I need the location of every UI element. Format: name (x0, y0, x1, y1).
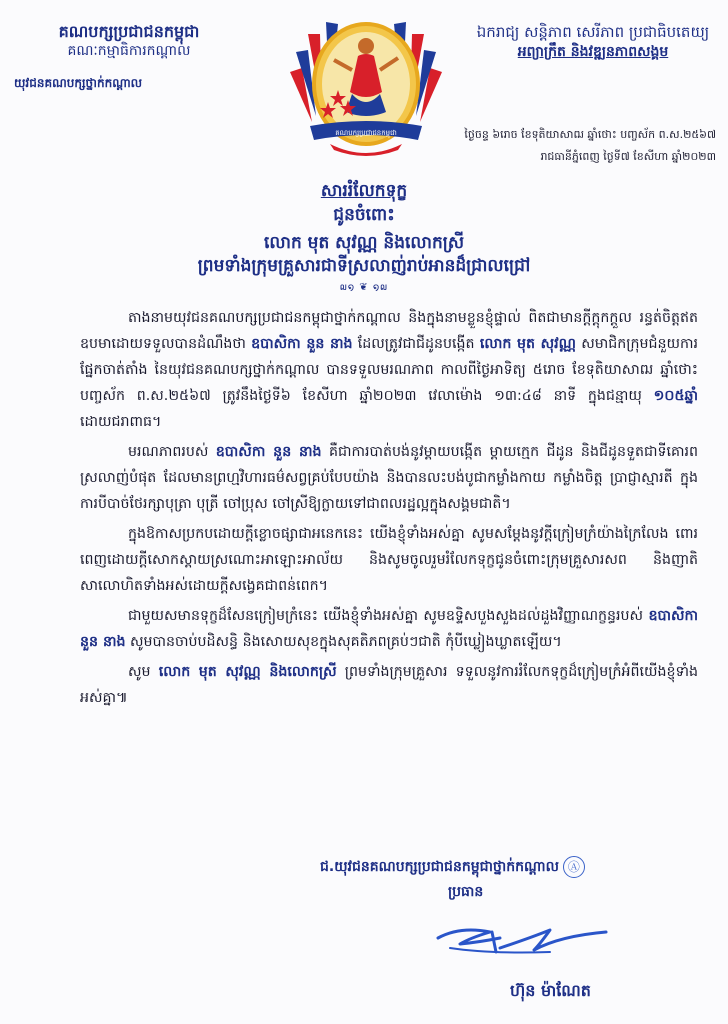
handwritten-signature (430, 908, 610, 968)
addressed-to: ជូនចំពោះ (333, 205, 395, 225)
solar-date: រាជធានីភ្នំពេញ ថ្ងៃទី៧ ខែសីហា ឆ្នាំ២០២៣ (540, 150, 716, 163)
seal-icon: Ⓐ (563, 856, 585, 878)
letter-body (80, 305, 698, 715)
national-motto: ឯករាជ្យ សន្តិភាព សេរីភាព ប្រជាធិបតេយ្យ (476, 23, 710, 41)
ornament-divider: ໙໑ ❦ ໑໙ (339, 282, 389, 293)
party-emblem (282, 12, 450, 162)
youth-wing: យុវជនគណបក្សថ្នាក់កណ្តាល (14, 76, 143, 90)
deceased-name: ឧបាសិកា នួន នាង (251, 336, 353, 352)
deceased-age: ១០៥ឆ្នាំ (653, 388, 699, 404)
emblem-banner-text: គណបក្សប្រជាជនកម្ពុជា (335, 129, 397, 137)
letter-heading: សាររំលែកទុក្ខ (320, 181, 408, 201)
recipient-names: លោក មុត សុវណ្ណ និងលោកស្រី (158, 664, 337, 680)
recipient-name: លោក មុត សុវណ្ណ (479, 336, 576, 352)
signing-organization: ជ.យុវជនគណបក្សប្រជាជនកម្ពុជាថ្នាក់កណ្តាល Ⓐ (320, 856, 585, 878)
signer-name: ហ៊ុន ម៉ាណែត (510, 981, 591, 1000)
central-committee: គណៈកម្មាធិការកណ្តាល (67, 43, 191, 59)
paragraph-4: ជាមួយសមានទុក្ខដ៏សែនក្រៀមក្រំនេះ យើងខ្ញុំទាំងអស់គ្នា សូមឧទ្ទិសបួងសួងដល់ដួងវិញ្ញាណក្ខន្ធរបស់ ឧបាសិកា នួន នាង សូមបានចាប់បដិសន្ធិ និងសោយសុខក្នុងសុគតិភពគ្រប់ៗជាតិ កុំបីឃ្លៀងឃ្លាតឡើយ។ (80, 608, 698, 650)
party-name: គណបក្សប្រជាជនកម្ពុជា (58, 22, 200, 41)
signer-role: ប្រធាន (448, 884, 484, 900)
motto-subline: អព្យាក្រឹត និងវឌ្ឍនភាពសង្គម (517, 44, 669, 60)
paragraph-3: ក្នុងឱកាសប្រកបដោយក្តីខ្លោចផ្សាជាអនេកនេះ យើងខ្ញុំទាំងអស់គ្នា សូមសម្តែងនូវក្តីក្រៀមក្រំយ៉ាងក្រៃលែង ពោរពេញដោយក្តីសោកស្តាយស្រណោះអាឡោះអាល័យ និងសូមចូលរួមរំលែកទុក្ខជូនចំពោះក្រុមគ្រួសារសព និងញាតិសាលោហិតទាំងអស់ដោយក្តីសង្វេគជាពន់ពេក។ (80, 526, 698, 594)
header-left (14, 22, 244, 92)
deceased-name: ឧបាសិកា នួន នាង (215, 444, 322, 460)
paragraph-2: មរណភាពរបស់ ឧបាសិកា នួន នាង គឺជាការបាត់បង់នូវម្តាយបង្កើត ម្តាយក្មេក ជីដូន និងជីដូនទួតជាទីគោរពស្រលាញ់បំផុត ដែលមានព្រហ្មវិហារធម៌សព្វគ្រប់បែបយ៉ាង និងបានលះបង់បូជាកម្លាំងកាយ កម្លាំងចិត្ត ប្រាជ្ញាស្មារតី ក្នុងការបីបាច់ថែរក្សាបុត្រា បុត្រី ចៅប្រុស ចៅស្រីឱ្យក្លាយទៅជាពលរដ្ឋល្អក្នុងសង្គមជាតិ។ (80, 444, 699, 512)
recipient-family: ព្រមទាំងក្រុមគ្រួសារជាទីស្រលាញ់រាប់អានដ៏ជ្រាលជ្រៅ (197, 256, 531, 276)
paragraph-1: តាងនាមយុវជនគណបក្សប្រជាជនកម្ពុជាថ្នាក់កណ្តាល និងក្នុងនាមខ្លួនខ្ញុំផ្ទាល់ ពិតជាមានក្តីក្តុកក្តួល រន្ធត់ចិត្តឥតឧបមាដោយទទួលបានដំណឹងថា ឧបាសិកា នួន នាង ដែលត្រូវជាជីដូនបង្កើត លោក មុត សុវណ្ណ សមាជិកក្រុមជំនួយការផ្នែកចាត់តាំង នៃយុវជនគណបក្សថ្នាក់កណ្តាល បានទទួលមរណភាព កាលពីថ្ងៃអាទិត្យ ៥រោច ខែទុតិយាសាឍ ឆ្នាំថោះ បញ្ចស័ក ព.ស.២៥៦៧ ត្រូវនឹងថ្ងៃទី៦ ខែសីហា ឆ្នាំ២០២៣ វេលាម៉ោង ១៣:៤៨ នាទី ក្នុងជន្មាយុ ១០៥ឆ្នាំ ដោយជរាពាធ។ (80, 310, 699, 430)
lunar-date: ថ្ងៃចន្ទ ៦រោច ខែទុតិយាសាឍ ឆ្នាំថោះ បញ្ចស័ក ព.ស.២៥៦៧ (464, 128, 716, 141)
paragraph-5: សូម លោក មុត សុវណ្ណ និងលោកស្រី ព្រមទាំងក្រុមគ្រួសារ ទទួលនូវការរំលែកទុក្ខដ៏ក្រៀមក្រំអំពីយើងខ្ញុំទាំងអស់គ្នា៕ (80, 664, 699, 706)
header-right (468, 22, 718, 62)
recipient-names: លោក មុត សុវណ្ណ និងលោកស្រី (263, 233, 465, 253)
deceased-name: ឧបាសិកា នួន នាង (80, 608, 698, 650)
